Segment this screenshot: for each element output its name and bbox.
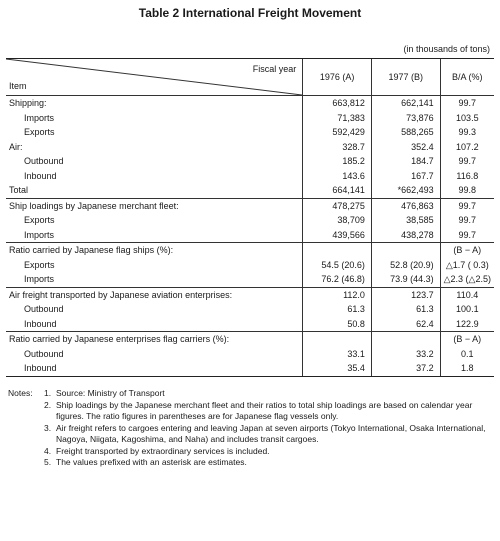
row-label: Total: [9, 185, 29, 196]
note-item: [8, 423, 492, 446]
table-row: [6, 272, 494, 287]
cell-ratio: 107.2: [440, 140, 494, 155]
cell-1977: 37.2: [371, 361, 440, 376]
cell-1976: 38,709: [303, 213, 372, 228]
cell-ratio: 99.8: [440, 183, 494, 198]
row-label: Inbound: [24, 318, 57, 329]
cell-ratio: 1.8: [440, 361, 494, 376]
table-row: [6, 125, 494, 140]
cell-ratio: 122.9: [440, 317, 494, 332]
cell-1976: [303, 243, 372, 258]
cell-1976: 328.7: [303, 140, 372, 155]
table-row: [6, 287, 494, 302]
cell-1977: 33.2: [371, 347, 440, 362]
cell-1976: [303, 332, 372, 347]
cell-ratio: 99.7: [440, 96, 494, 111]
cell-1976: 71,383: [303, 111, 372, 126]
cell-ratio: △2.3 (△2.5): [440, 272, 494, 287]
header-fiscal-year: Fiscal year: [252, 64, 297, 74]
note-text: The values prefixed with an asterisk are estimates.: [56, 457, 247, 467]
cell-ratio: 100.1: [440, 302, 494, 317]
row-label: Imports: [24, 229, 55, 240]
cell-1976: 143.6: [303, 169, 372, 184]
units-note: (in thousands of tons): [403, 44, 490, 54]
cell-1977: 184.7: [371, 154, 440, 169]
header-col-a: 1976 (A): [303, 59, 372, 96]
note-number: 4.: [44, 445, 52, 456]
cell-1977: 438,278: [371, 228, 440, 243]
table-row: [6, 140, 494, 155]
cell-1976: 439,566: [303, 228, 372, 243]
header-item: Item: [9, 81, 27, 91]
cell-1976: 112.0: [303, 287, 372, 302]
note-item: [8, 446, 492, 458]
row-label: Outbound: [24, 156, 64, 167]
table-row: [6, 213, 494, 228]
cell-1976: 33.1: [303, 347, 372, 362]
cell-1976: 478,275: [303, 198, 372, 213]
table-row: [6, 183, 494, 198]
cell-1976: 76.2 (46.8): [303, 272, 372, 287]
note-text: Air freight refers to cargoes entering and leaving Japan at seven airports (Tokyo International, Osaka International, Nagoya, Niigata, Kagoshima, and Naha) and includes transit cargoes.: [56, 422, 486, 444]
note-number: 1.: [44, 388, 52, 398]
note-number: 5.: [44, 457, 52, 467]
row-label: Air:: [9, 141, 23, 152]
cell-1977: 52.8 (20.9): [371, 258, 440, 273]
freight-table: [6, 58, 494, 377]
row-label: Ship loadings by Japanese merchant fleet:: [6, 198, 303, 213]
cell-1977: 476,863: [371, 198, 440, 213]
header-col-ratio: B/A (%): [440, 59, 494, 96]
note-item: [8, 388, 492, 400]
table-row: [6, 198, 494, 213]
cell-1976: 50.8: [303, 317, 372, 332]
table-row: [6, 361, 494, 376]
row-label: Ratio carried by Japanese enterprises flag carriers (%):: [6, 332, 303, 347]
notes-section: [8, 388, 492, 469]
cell-ratio: (B − A): [440, 332, 494, 347]
cell-1977: 352.4: [371, 140, 440, 155]
table-row: [6, 332, 494, 347]
note-text: Source: Ministry of Transport: [56, 388, 165, 398]
row-label: Ratio carried by Japanese flag ships (%):: [6, 243, 303, 258]
row-label: Imports: [24, 112, 55, 123]
cell-ratio: 99.7: [440, 213, 494, 228]
cell-1977: 123.7: [371, 287, 440, 302]
table-row: [6, 228, 494, 243]
cell-ratio: 99.7: [440, 154, 494, 169]
cell-1976: 35.4: [303, 361, 372, 376]
cell-1977: 61.3: [371, 302, 440, 317]
cell-ratio: 99.3: [440, 125, 494, 140]
cell-1977: 662,141: [371, 96, 440, 111]
cell-1977: 167.7: [371, 169, 440, 184]
row-label: Outbound: [24, 304, 64, 315]
table-row: [6, 302, 494, 317]
cell-1977: [371, 243, 440, 258]
cell-1976: 663,812: [303, 96, 372, 111]
cell-1977: 588,265: [371, 125, 440, 140]
note-text: Freight transported by extraordinary services is included.: [56, 445, 270, 456]
cell-1977: [371, 332, 440, 347]
cell-1977: 73,876: [371, 111, 440, 126]
cell-ratio: △1.7 ( 0.3): [440, 258, 494, 273]
cell-ratio: (B − A): [440, 243, 494, 258]
header-col-b: 1977 (B): [371, 59, 440, 96]
table-row: [6, 258, 494, 273]
row-label: Shipping:: [6, 96, 303, 111]
table-row: [6, 169, 494, 184]
table-row: [6, 317, 494, 332]
table-row: [6, 347, 494, 362]
cell-ratio: 110.4: [440, 287, 494, 302]
note-number: 2.: [44, 399, 52, 410]
cell-1977: 73.9 (44.3): [371, 272, 440, 287]
cell-1976: 61.3: [303, 302, 372, 317]
row-label: Inbound: [24, 170, 57, 181]
note-item: [8, 457, 492, 469]
row-label: Imports: [24, 274, 55, 285]
cell-1977: *662,493: [371, 183, 440, 198]
row-label: Exports: [24, 127, 55, 138]
row-label: Outbound: [24, 348, 64, 359]
cell-ratio: 103.5: [440, 111, 494, 126]
note-text: Ship loadings by the Japanese merchant fleet and their ratios to total ship loadings are based on calendar year figures. The ratio figures in parentheses are for Japanese flag vessels only.: [56, 399, 473, 421]
table-title: Table 2 International Freight Movement: [138, 6, 362, 20]
row-label: Exports: [24, 259, 55, 270]
row-label: Inbound: [6, 361, 303, 376]
cell-ratio: 99.7: [440, 228, 494, 243]
table-row: [6, 111, 494, 126]
cell-1976: 592,429: [303, 125, 372, 140]
cell-1977: 38,585: [371, 213, 440, 228]
note-number: 3.: [44, 422, 52, 433]
cell-1976: 664,141: [303, 183, 372, 198]
cell-1977: 62.4: [371, 317, 440, 332]
cell-ratio: 116.8: [440, 169, 494, 184]
header-corner-cell: [6, 59, 303, 96]
cell-1976: 54.5 (20.6): [303, 258, 372, 273]
notes-label: Notes:: [8, 388, 33, 398]
note-item: [8, 400, 492, 423]
row-label: Exports: [24, 215, 55, 226]
cell-ratio: 99.7: [440, 198, 494, 213]
table-row: [6, 96, 494, 111]
cell-1976: 185.2: [303, 154, 372, 169]
table-row: [6, 154, 494, 169]
table-row: [6, 243, 494, 258]
cell-ratio: 0.1: [440, 347, 494, 362]
row-label: Air freight transported by Japanese aviation enterprises:: [6, 287, 303, 302]
table-header-row: [6, 59, 494, 96]
